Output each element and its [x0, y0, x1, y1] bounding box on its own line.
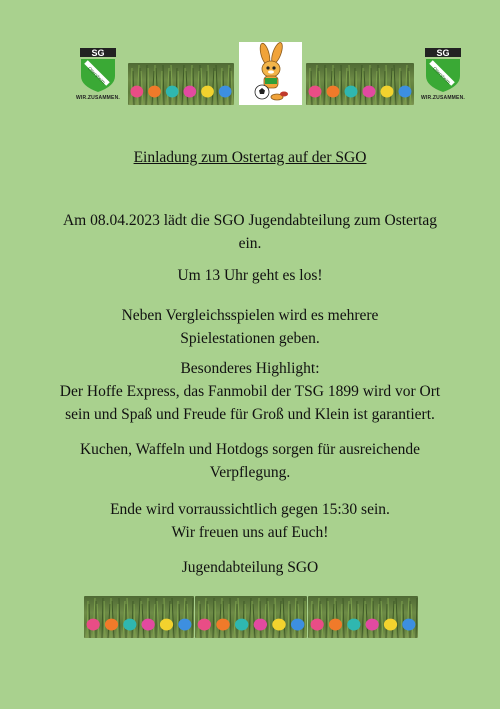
grass-blade — [193, 68, 194, 105]
text-line: Verpflegung. — [209, 464, 291, 481]
grass-blade — [345, 68, 347, 105]
grass-blade — [197, 71, 199, 105]
grass-blade — [362, 598, 364, 638]
easter-eggs-grass-image — [195, 596, 307, 638]
paragraph-start-time — [30, 264, 470, 287]
easter-egg — [384, 619, 397, 631]
grass-blade — [347, 601, 349, 638]
text-line: Besonderes Highlight: — [180, 360, 320, 377]
easter-eggs-grass-image — [306, 63, 414, 105]
svg-text:SG: SG — [91, 48, 105, 58]
easter-eggs-grass-image — [308, 596, 418, 638]
grass-blade — [290, 604, 291, 638]
grass-blade — [371, 598, 372, 638]
grass-blade — [137, 65, 139, 105]
grass-blade — [167, 68, 169, 105]
grass-blade — [178, 71, 179, 105]
easter-egg — [87, 619, 100, 631]
easter-egg — [347, 619, 360, 631]
grass-blade — [87, 601, 88, 638]
easter-egg — [381, 86, 394, 98]
grass-blade — [416, 598, 417, 638]
grass-blade — [405, 65, 407, 105]
easter-egg — [130, 86, 143, 98]
grass-blade — [275, 598, 276, 638]
grass-blade — [234, 601, 236, 638]
grass-blade — [201, 68, 203, 105]
paragraph-food — [30, 438, 470, 484]
grass-blade — [268, 601, 270, 638]
grass-blade — [324, 65, 325, 105]
grass-blade — [208, 65, 209, 105]
easter-egg — [399, 86, 412, 98]
svg-text:Ottersheim: Ottersheim — [87, 65, 107, 85]
easter-egg — [219, 86, 232, 98]
grass-blade — [182, 65, 184, 105]
grass-blade — [204, 598, 206, 638]
paragraph-signature — [30, 556, 470, 579]
grass-blade — [328, 601, 329, 638]
grass-blade — [104, 601, 105, 638]
grass-blade — [369, 65, 370, 105]
grass-blade — [161, 71, 162, 105]
grass-blade — [375, 71, 377, 105]
easter-egg — [366, 619, 379, 631]
grass-blade — [288, 601, 289, 638]
text-line: ein. — [238, 235, 262, 252]
grass-blade — [163, 65, 164, 105]
text-line: Kuchen, Waffeln und Hotdogs sorgen für ausreichende — [79, 441, 421, 458]
grass-blade — [315, 65, 317, 105]
svg-text:Ottersheim: Ottersheim — [432, 65, 452, 85]
grass-blade — [117, 604, 118, 638]
grass-blade — [230, 598, 231, 638]
easter-egg — [291, 619, 304, 631]
easter-egg — [178, 619, 191, 631]
grass-blade — [183, 598, 185, 638]
easter-egg — [254, 619, 267, 631]
sgo-logo-right — [423, 48, 463, 106]
grass-blade — [341, 65, 342, 105]
easter-egg — [309, 86, 322, 98]
text-line: Um 13 Uhr geht es los! — [177, 267, 323, 284]
logo-slogan: WIR.ZUSAMMEN. — [76, 95, 120, 101]
grass-blade — [147, 598, 148, 638]
easter-egg — [329, 619, 342, 631]
grass-blade — [227, 65, 229, 105]
grass-blade — [102, 598, 103, 638]
grass-blade — [212, 68, 214, 105]
text-line: Am 08.04.2023 lädt die SGO Jugendabteilung zum Ostertag — [62, 212, 438, 229]
grass-blade — [131, 68, 132, 105]
grass-blade — [294, 598, 296, 638]
grass-blade — [407, 598, 409, 638]
easter-egg — [235, 619, 248, 631]
grass-blade — [283, 598, 285, 638]
grass-blade — [148, 68, 149, 105]
easter-bunny-football-image — [239, 42, 302, 105]
grass-blade — [351, 598, 353, 638]
text-line: Spielestationen geben. — [180, 330, 320, 347]
grass-blade — [249, 598, 251, 638]
page-title: Einladung zum Ostertag auf der SGO — [133, 149, 367, 166]
grass-blade — [326, 598, 327, 638]
easter-egg — [327, 86, 340, 98]
text-line: Der Hoffe Express, das Fanmobil der TSG 1899 wird vor Ort — [59, 383, 441, 400]
grass-blade — [93, 598, 95, 638]
easter-egg — [142, 619, 155, 631]
logo-slogan: WIR.ZUSAMMEN. — [421, 95, 465, 101]
sgo-logo-left — [78, 48, 118, 106]
easter-egg — [183, 86, 196, 98]
grass-blade — [221, 68, 222, 105]
text-line: sein und Spaß und Freude für Groß und Klein ist garantiert. — [65, 406, 435, 423]
grass-blade — [216, 65, 218, 105]
grass-blade — [311, 601, 312, 638]
grass-blade — [258, 598, 259, 638]
grass-blade — [381, 601, 383, 638]
sgo-logo-icon — [78, 48, 118, 92]
grass-blade — [146, 65, 147, 105]
easter-egg — [160, 619, 173, 631]
easter-egg — [123, 619, 136, 631]
grass-blade — [360, 65, 362, 105]
easter-egg — [148, 86, 161, 98]
easter-egg — [402, 619, 415, 631]
sgo-logo-icon — [423, 48, 463, 92]
grass-blade — [399, 68, 400, 105]
grass-blade — [157, 601, 159, 638]
grass-blade — [396, 598, 398, 638]
grass-blade — [215, 601, 216, 638]
grass-blade — [164, 598, 165, 638]
grass-blade — [119, 598, 120, 638]
easter-egg — [311, 619, 324, 631]
svg-text:SG: SG — [436, 48, 450, 58]
grass-blade — [191, 65, 192, 105]
easter-egg — [272, 619, 285, 631]
grass-blade — [394, 65, 396, 105]
easter-egg — [201, 86, 214, 98]
easter-egg — [105, 619, 118, 631]
text-line: Wir freuen uns auf Euch! — [171, 524, 329, 541]
grass-blade — [123, 601, 125, 638]
grass-blade — [172, 598, 174, 638]
easter-eggs-grass-image — [84, 596, 194, 638]
paragraph-stations — [30, 304, 470, 350]
grass-blade — [349, 65, 351, 105]
grass-blade — [171, 65, 173, 105]
grass-blade — [238, 598, 240, 638]
grass-blade — [343, 598, 344, 638]
paragraph-end — [30, 498, 470, 544]
grass-blade — [138, 598, 140, 638]
grass-blade — [379, 68, 381, 105]
grass-blade — [401, 601, 402, 638]
grass-blade — [305, 601, 306, 638]
grass-blade — [176, 68, 177, 105]
easter-egg — [198, 619, 211, 631]
easter-egg — [345, 86, 358, 98]
grass-blade — [303, 598, 304, 638]
grass-blade — [127, 598, 129, 638]
grass-blade — [213, 598, 214, 638]
grass-blade — [309, 68, 310, 105]
grass-blade — [386, 65, 387, 105]
grass-blade — [339, 71, 340, 105]
grass-blade — [317, 598, 319, 638]
grass-blade — [326, 68, 327, 105]
text-line: Neben Vergleichsspielen wird es mehrere — [121, 307, 379, 324]
text-line: Jugendabteilung SGO — [181, 559, 319, 576]
grass-blade — [253, 604, 255, 638]
easter-egg — [363, 86, 376, 98]
text-line: Ende wird vorraussichtlich gegen 15:30 sein. — [110, 501, 390, 518]
grass-blade — [341, 604, 342, 638]
easter-egg — [216, 619, 229, 631]
grass-blade — [198, 601, 199, 638]
easter-eggs-grass-image — [128, 63, 234, 105]
easter-egg — [166, 86, 179, 98]
grass-blade — [177, 601, 178, 638]
paragraph-date — [30, 209, 470, 255]
grass-blade — [231, 71, 233, 105]
paragraph-highlight — [30, 357, 470, 426]
grass-blade — [388, 598, 389, 638]
grass-blade — [192, 598, 193, 638]
